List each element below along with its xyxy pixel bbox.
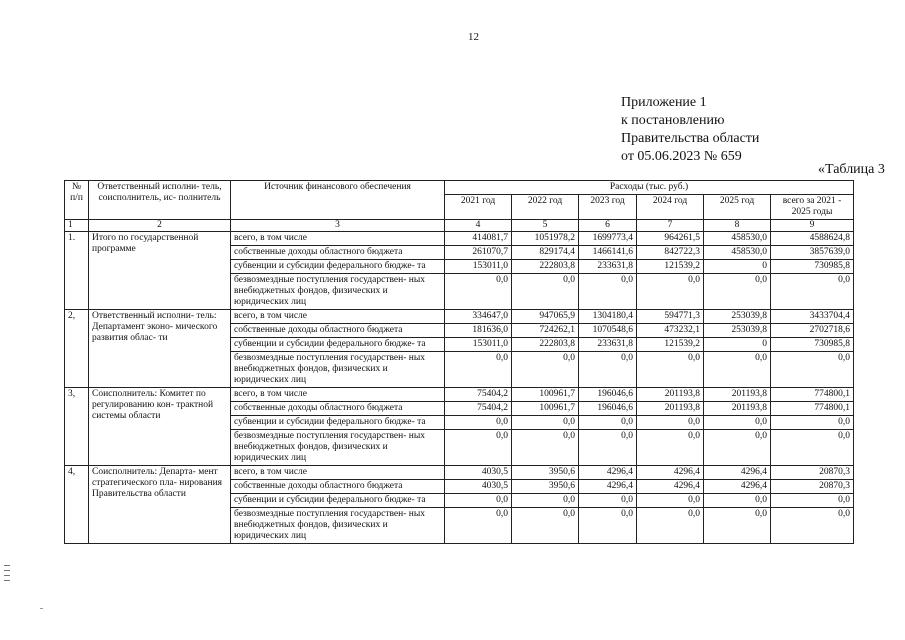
year-value: 75404,2 [445, 388, 512, 402]
year-value: 0,0 [637, 508, 704, 544]
year-value: 594771,3 [637, 310, 704, 324]
column-number: 1 [65, 220, 89, 232]
year-value: 0,0 [704, 508, 771, 544]
year-value: 414081,7 [445, 232, 512, 246]
year-value: 4030,5 [445, 466, 512, 480]
year-value: 253039,8 [704, 310, 771, 324]
header-responsible: Ответственный исполни- тель, соисполнитель, ис- полнитель [89, 181, 231, 220]
responsible-name: Ответственный исполни- тель: Департамент эконо- мического развития облас- ти [89, 310, 231, 388]
funding-source: всего, в том числе [231, 232, 445, 246]
column-number: 3 [231, 220, 445, 232]
year-value: 201193,8 [637, 402, 704, 416]
header-year: 2025 год [704, 195, 771, 220]
year-value: 947065,9 [512, 310, 579, 324]
column-number: 8 [704, 220, 771, 232]
year-value: 233631,8 [579, 260, 637, 274]
year-value: 842722,3 [637, 246, 704, 260]
total-value: 3433704,4 [771, 310, 854, 324]
table-row [65, 466, 854, 480]
total-value: 4588624,8 [771, 232, 854, 246]
total-value: 0,0 [771, 274, 854, 310]
year-value: 1070548,6 [579, 324, 637, 338]
year-value: 0,0 [637, 416, 704, 430]
funding-source: субвенции и субсидии федерального бюдже- та [231, 494, 445, 508]
table-row [65, 232, 854, 246]
year-value: 0,0 [579, 430, 637, 466]
year-value: 0,0 [512, 416, 579, 430]
year-value: 0,0 [637, 274, 704, 310]
year-value: 1304180,4 [579, 310, 637, 324]
header-num: № п/п [65, 181, 89, 220]
row-number: 3, [65, 388, 89, 466]
table-row [65, 388, 854, 402]
page-number: 12 [468, 31, 479, 43]
funding-source: собственные доходы областного бюджета [231, 246, 445, 260]
funding-source: собственные доходы областного бюджета [231, 324, 445, 338]
header-year: 2021 год [445, 195, 512, 220]
year-value: 0,0 [579, 416, 637, 430]
year-value: 964261,5 [637, 232, 704, 246]
total-value: 774800,1 [771, 402, 854, 416]
funding-source: собственные доходы областного бюджета [231, 480, 445, 494]
funding-source: субвенции и субсидии федерального бюдже- та [231, 260, 445, 274]
year-value: 121539,2 [637, 338, 704, 352]
year-value: 0,0 [637, 430, 704, 466]
year-value: 4030,5 [445, 480, 512, 494]
year-value: 0,0 [512, 274, 579, 310]
year-value: 196046,6 [579, 402, 637, 416]
total-value: 3857639,0 [771, 246, 854, 260]
table-body [65, 232, 854, 544]
responsible-name: Соисполнитель: Департа- мент стратегического пла- нирования Правительства области [89, 466, 231, 544]
year-value: 0,0 [445, 274, 512, 310]
year-value: 222803,8 [512, 260, 579, 274]
year-value: 0,0 [704, 274, 771, 310]
column-number: 5 [512, 220, 579, 232]
year-value: 0,0 [445, 352, 512, 388]
header-year: 2024 год [637, 195, 704, 220]
column-number: 6 [579, 220, 637, 232]
appendix-line: Приложение 1 [621, 95, 707, 110]
funding-source: собственные доходы областного бюджета [231, 402, 445, 416]
total-value: 20870,3 [771, 466, 854, 480]
funding-source: всего, в том числе [231, 388, 445, 402]
year-value: 261070,7 [445, 246, 512, 260]
funding-source: субвенции и субсидии федерального бюдже- та [231, 416, 445, 430]
year-value: 100961,7 [512, 388, 579, 402]
year-value: 0,0 [579, 494, 637, 508]
year-value: 0,0 [579, 352, 637, 388]
year-value: 4296,4 [579, 480, 637, 494]
responsible-name: Итого по государственной программе [89, 232, 231, 310]
year-value: 222803,8 [512, 338, 579, 352]
total-value: 774800,1 [771, 388, 854, 402]
appendix-line: к постановлению [621, 113, 725, 128]
appendix-line: Правительства области [621, 131, 760, 146]
year-value: 4296,4 [637, 480, 704, 494]
funding-source: безвозмездные поступления государствен- ных внебюджетных фондов, физических и юридических лиц [231, 352, 445, 388]
row-number: 4, [65, 466, 89, 544]
scan-margin-marks [4, 565, 10, 585]
year-value: 100961,7 [512, 402, 579, 416]
year-value: 458530,0 [704, 246, 771, 260]
header-year: 2023 год [579, 195, 637, 220]
column-number-row [65, 220, 854, 232]
year-value: 0,0 [445, 416, 512, 430]
total-value: 730985,8 [771, 338, 854, 352]
year-value: 1051978,2 [512, 232, 579, 246]
year-value: 0,0 [512, 430, 579, 466]
year-value: 724262,1 [512, 324, 579, 338]
year-value: 3950,6 [512, 480, 579, 494]
year-value: 4296,4 [637, 466, 704, 480]
year-value: 0,0 [704, 430, 771, 466]
total-value: 0,0 [771, 416, 854, 430]
year-value: 4296,4 [704, 480, 771, 494]
year-value: 0,0 [637, 352, 704, 388]
total-value: 20870,3 [771, 480, 854, 494]
funding-source: субвенции и субсидии федерального бюдже- та [231, 338, 445, 352]
funding-source: безвозмездные поступления государствен- ных внебюджетных фондов, физических и юридических лиц [231, 430, 445, 466]
year-value: 4296,4 [579, 466, 637, 480]
header-total: всего за 2021 - 2025 годы [771, 195, 854, 220]
column-number: 2 [89, 220, 231, 232]
appendix-line: от 05.06.2023 № 659 [621, 149, 742, 164]
year-value: 4296,4 [704, 466, 771, 480]
year-value: 458530,0 [704, 232, 771, 246]
total-value: 2702718,6 [771, 324, 854, 338]
year-value: 121539,2 [637, 260, 704, 274]
year-value: 829174,4 [512, 246, 579, 260]
table-row [65, 310, 854, 324]
header-year: 2022 год [512, 195, 579, 220]
year-value: 0,0 [579, 508, 637, 544]
year-value: 1466141,6 [579, 246, 637, 260]
year-value: 75404,2 [445, 402, 512, 416]
year-value: 334647,0 [445, 310, 512, 324]
row-number: 2, [65, 310, 89, 388]
year-value: 0,0 [704, 352, 771, 388]
funding-table [64, 180, 854, 544]
funding-source: безвозмездные поступления государствен- ных внебюджетных фондов, физических и юридических лиц [231, 508, 445, 544]
funding-source: всего, в том числе [231, 310, 445, 324]
year-value: 0,0 [445, 494, 512, 508]
header-source: Источник финансового обеспечения [231, 181, 445, 220]
year-value: 0,0 [704, 494, 771, 508]
year-value: 473232,1 [637, 324, 704, 338]
total-value: 0,0 [771, 352, 854, 388]
funding-source: всего, в том числе [231, 466, 445, 480]
year-value: 233631,8 [579, 338, 637, 352]
year-value: 0,0 [512, 494, 579, 508]
year-value: 253039,8 [704, 324, 771, 338]
year-value: 196046,6 [579, 388, 637, 402]
year-value: 0,0 [445, 430, 512, 466]
year-value: 153011,0 [445, 260, 512, 274]
year-value: 201193,8 [704, 388, 771, 402]
row-number: 1. [65, 232, 89, 310]
header-expenses: Расходы (тыс. руб.) [445, 181, 854, 195]
year-value: 0,0 [512, 508, 579, 544]
total-value: 0,0 [771, 508, 854, 544]
year-value: 181636,0 [445, 324, 512, 338]
column-number: 7 [637, 220, 704, 232]
column-number: 9 [771, 220, 854, 232]
year-value: 201193,8 [637, 388, 704, 402]
year-value: 0,0 [704, 416, 771, 430]
year-value: 0,0 [579, 274, 637, 310]
scan-artifact [40, 608, 43, 609]
appendix-block [621, 94, 759, 166]
year-value: 0 [704, 260, 771, 274]
year-value: 0,0 [445, 508, 512, 544]
responsible-name: Соисполнитель: Комитет по регулированию кон- трактной системы области [89, 388, 231, 466]
funding-source: безвозмездные поступления государствен- ных внебюджетных фондов, физических и юридических лиц [231, 274, 445, 310]
year-value: 1699773,4 [579, 232, 637, 246]
total-value: 0,0 [771, 430, 854, 466]
table-caption: «Таблица 3 [818, 162, 885, 177]
year-value: 0,0 [512, 352, 579, 388]
total-value: 730985,8 [771, 260, 854, 274]
year-value: 153011,0 [445, 338, 512, 352]
year-value: 0 [704, 338, 771, 352]
total-value: 0,0 [771, 494, 854, 508]
year-value: 0,0 [637, 494, 704, 508]
year-value: 3950,6 [512, 466, 579, 480]
column-number: 4 [445, 220, 512, 232]
year-value: 201193,8 [704, 402, 771, 416]
